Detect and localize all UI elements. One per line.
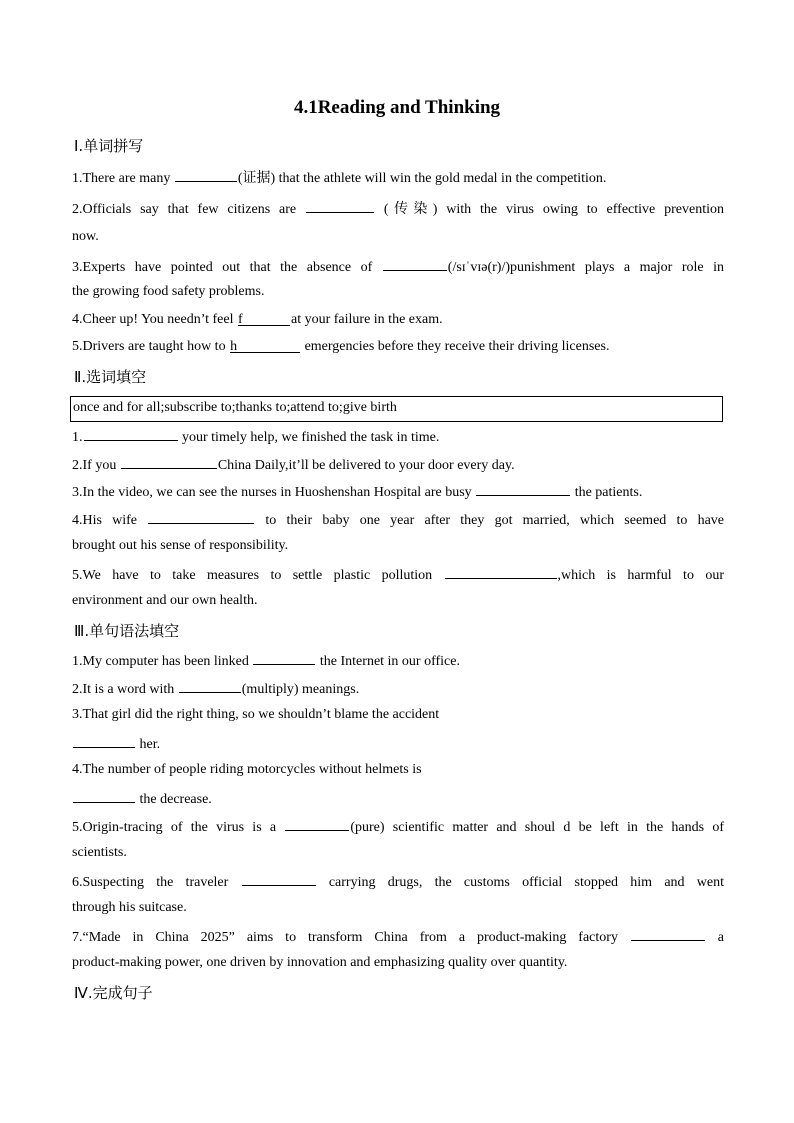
- s1-q2-cont: now.: [72, 229, 99, 244]
- text: 7.“Made in China 2025” aims to transform China from a product-making factory: [72, 930, 630, 945]
- s2-q5-cont: environment and our own health.: [72, 593, 258, 608]
- s2-q4-cont: brought out his sense of responsibility.: [72, 538, 289, 553]
- text: 4.His wife: [72, 513, 148, 528]
- hint-letter: f: [238, 312, 243, 327]
- text: China Daily,it’ll be delivered to your door every day.: [217, 458, 515, 473]
- text: carrying drugs, the customs official stopped him and went: [316, 875, 725, 890]
- text: a: [705, 930, 724, 945]
- blank[interactable]: [84, 426, 178, 441]
- text: at your failure in the exam.: [291, 312, 443, 327]
- text: (pure) scientific matter and shoul d be left in the hands of: [350, 820, 724, 835]
- s3-q1: [72, 650, 724, 671]
- s1-q1: [72, 167, 724, 188]
- blank[interactable]: [306, 198, 374, 213]
- s3-q4: 4.The number of people riding motorcycles without helmets is: [72, 762, 422, 777]
- text: (multiply) meanings.: [241, 682, 360, 697]
- blank[interactable]: [73, 733, 135, 748]
- s3-q3-cont: [72, 733, 724, 754]
- page-title: 4.1Reading and Thinking: [293, 97, 501, 118]
- text: 5.We have to take measures to settle plastic pollution: [72, 568, 444, 583]
- s3-q2: [72, 678, 724, 699]
- s3-q7-cont: product-making power, one driven by innovation and emphasizing quality over quantity.: [72, 955, 568, 970]
- section-heading-spelling: Ⅰ.单词拼写: [74, 137, 144, 155]
- blank[interactable]: [476, 481, 570, 496]
- s1-q3: [72, 256, 724, 277]
- text: 1.: [72, 430, 83, 445]
- s2-q5: [72, 564, 724, 585]
- text: her.: [136, 737, 161, 752]
- text: 6.Suspecting the traveler: [72, 875, 241, 890]
- s3-q7: [72, 926, 724, 947]
- section-heading-complete-sentences: Ⅳ.完成句子: [74, 984, 153, 1002]
- blank[interactable]: [121, 454, 217, 469]
- s1-q2: [72, 198, 724, 219]
- text: 5.Origin-tracing of the virus is a: [72, 820, 285, 835]
- section-heading-grammar-fill: Ⅲ.单句语法填空: [74, 622, 180, 640]
- blank[interactable]: [631, 926, 705, 941]
- s2-q3: [72, 481, 724, 502]
- text: (传染) with the virus owing to effective prevention: [375, 202, 724, 217]
- word-bank: once and for all;subscribe to;thanks to;attend to;give birth: [73, 400, 397, 415]
- text: 3.In the video, we can see the nurses in Huoshenshan Hospital are busy: [72, 485, 476, 500]
- word-bank-box: [70, 396, 723, 422]
- text: the Internet in our office.: [316, 654, 460, 669]
- blank[interactable]: [383, 256, 447, 271]
- section-heading-word-choice: Ⅱ.选词填空: [74, 368, 147, 386]
- s1-q4: [72, 311, 724, 329]
- blank[interactable]: [285, 816, 349, 831]
- s3-q6: [72, 871, 724, 892]
- text: your timely help, we finished the task in time.: [178, 430, 440, 445]
- blank[interactable]: [175, 167, 237, 182]
- s1-q3-cont: the growing food safety problems.: [72, 284, 265, 299]
- text: to their baby one year after they got married, which seemed to have: [255, 513, 724, 528]
- hint-letter: h: [230, 339, 238, 354]
- text: (证据) that the athlete will win the gold medal in the competition.: [237, 171, 607, 186]
- text: 2.Officials say that few citizens are: [72, 202, 306, 217]
- s1-q5: [72, 338, 724, 356]
- text: the patients.: [571, 485, 643, 500]
- blank[interactable]: [179, 678, 241, 693]
- text: 3.Experts have pointed out that the absence of: [72, 260, 382, 275]
- text: 4.Cheer up! You needn’t feel: [72, 312, 237, 327]
- blank-with-hint[interactable]: [238, 311, 290, 326]
- text: (/sɪˈvɪə(r)/)punishment plays a major role in: [447, 260, 724, 275]
- s2-q2: [72, 454, 724, 475]
- blank[interactable]: [242, 871, 316, 886]
- blank-with-hint[interactable]: [230, 338, 300, 353]
- blank[interactable]: [445, 564, 557, 579]
- text: 5.Drivers are taught how to: [72, 339, 230, 354]
- text: emergencies before they receive their driving licenses.: [301, 339, 610, 354]
- blank[interactable]: [148, 509, 254, 524]
- text: 2.It is a word with: [72, 682, 178, 697]
- blank[interactable]: [73, 788, 135, 803]
- s2-q1: [72, 426, 724, 447]
- s2-q4: [72, 509, 724, 530]
- s3-q4-cont: [72, 788, 724, 809]
- s3-q6-cont: through his suitcase.: [72, 900, 187, 915]
- text: the decrease.: [136, 792, 212, 807]
- s3-q5-cont: scientists.: [72, 845, 127, 860]
- blank[interactable]: [253, 650, 315, 665]
- text: 1.My computer has been linked: [72, 654, 253, 669]
- s3-q3: 3.That girl did the right thing, so we shouldn’t blame the accident: [72, 707, 440, 722]
- s3-q5: [72, 816, 724, 837]
- text: 2.If you: [72, 458, 120, 473]
- text: ,which is harmful to our: [557, 568, 724, 583]
- text: 1.There are many: [72, 171, 174, 186]
